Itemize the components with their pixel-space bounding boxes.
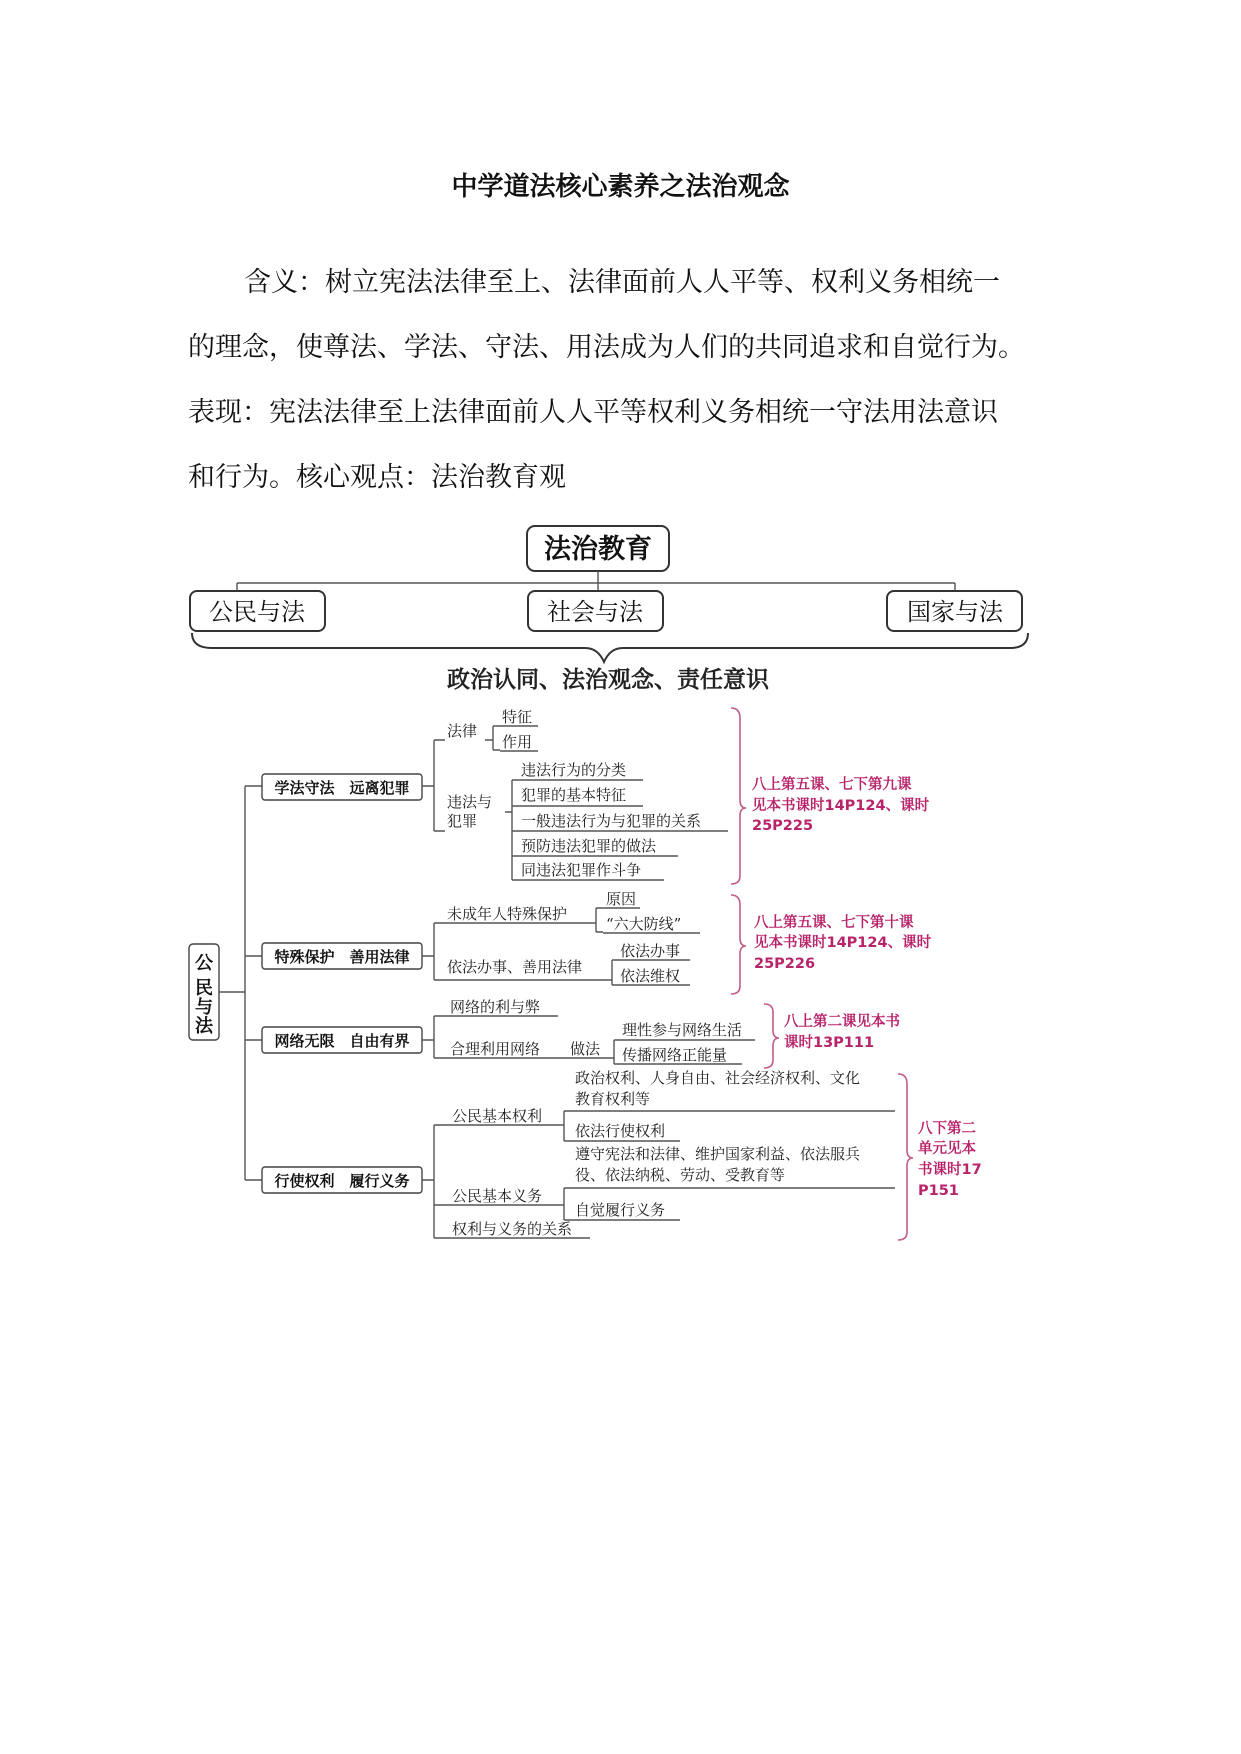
brace-icon xyxy=(192,633,1028,662)
paragraph-line: 和行为。核心观点：法治教育观 xyxy=(188,462,566,493)
topic-label: 学法守法 远离犯罪 xyxy=(274,779,410,797)
topic-label: 特殊保护 善用法律 xyxy=(274,948,410,966)
leaf-item: 遵守宪法和法律、维护国家利益、依法服兵 xyxy=(575,1145,861,1163)
group-label: 合理利用网络 xyxy=(450,1040,541,1058)
reference-text: 书课时17 xyxy=(918,1162,982,1178)
leaf-item: 传播网络正能量 xyxy=(622,1046,728,1064)
brace-icon xyxy=(898,1074,913,1240)
reference-text: 25P225 xyxy=(752,818,814,834)
mindmap-trunk xyxy=(219,786,262,1180)
reference-text: 25P226 xyxy=(754,956,816,972)
topic-connector xyxy=(422,923,445,980)
reference-text: 八上第五课、七下第九课 xyxy=(752,777,912,793)
topic-connector xyxy=(422,1125,445,1238)
leaf-item: 役、依法纳税、劳动、受教育等 xyxy=(575,1166,786,1184)
topic-label: 行使权利 履行义务 xyxy=(274,1172,410,1190)
leaf-item: 依法维权 xyxy=(620,967,681,985)
mindmap-center-label: 与 xyxy=(195,997,213,1018)
leaf-item: 自觉履行义务 xyxy=(575,1201,666,1219)
connector-lines xyxy=(237,571,955,591)
group-label: 未成年人特殊保护 xyxy=(447,905,568,923)
reference-text: 课时13P111 xyxy=(784,1035,875,1051)
paragraph-line: 的理念，使尊法、学法、守法、用法成为人们的共同追求和自觉行为。 xyxy=(188,332,1025,363)
leaf-item: 理性参与网络生活 xyxy=(622,1021,743,1039)
reference-text: 见本书课时14P124、课时 xyxy=(754,935,932,951)
leaf-item: 同违法犯罪作斗争 xyxy=(521,861,642,879)
mindmap-center-label: 法 xyxy=(195,1016,213,1037)
reference-text: 单元见本 xyxy=(918,1141,976,1157)
topic-label: 网络无限 自由有界 xyxy=(274,1032,410,1050)
root-label: 法治教育 xyxy=(544,534,652,565)
group-label: 权利与义务的关系 xyxy=(452,1220,573,1238)
branch-label: 国家与法 xyxy=(907,598,1003,626)
group-label: 法律 xyxy=(447,722,478,740)
brace-icon xyxy=(764,1004,779,1068)
paragraph-line: 含义：树立宪法法律至上、法律面前人人平等、权利义务相统一 xyxy=(244,267,1000,298)
leaf-item: 预防违法犯罪的做法 xyxy=(521,837,657,855)
group-label: 公民基本义务 xyxy=(452,1187,543,1205)
brace-icon xyxy=(731,708,746,884)
leaf-item: 违法行为的分类 xyxy=(521,761,627,779)
reference-text: P151 xyxy=(918,1183,959,1199)
reference-text: 八上第二课见本书 xyxy=(784,1014,900,1030)
concept-diagram xyxy=(190,526,1028,693)
group-connector xyxy=(505,780,519,880)
topic-connector xyxy=(422,1016,445,1058)
group-label: 违法与 xyxy=(447,793,493,811)
mindmap xyxy=(189,708,982,1240)
mindmap-center-label: 民 xyxy=(195,978,213,999)
branch-label: 公民与法 xyxy=(209,598,305,626)
leaf-item: 作用 xyxy=(502,733,533,751)
brace-icon xyxy=(731,895,746,994)
group-label: 网络的利与弊 xyxy=(450,998,541,1016)
leaf-item: 政治权利、人身自由、社会经济权利、文化 xyxy=(575,1069,861,1087)
leaf-item: 依法行使权利 xyxy=(575,1122,666,1140)
reference-text: 见本书课时14P124、课时 xyxy=(752,798,930,814)
branch-label: 社会与法 xyxy=(547,598,643,626)
reference-text: 八下第二 xyxy=(918,1121,976,1137)
group-connector xyxy=(609,1040,620,1064)
topic-connector xyxy=(422,740,445,831)
group-connector xyxy=(485,726,500,750)
leaf-item: 犯罪的基本特征 xyxy=(521,786,627,804)
leaf-item: 依法办事 xyxy=(620,942,681,960)
leaf-item: 特征 xyxy=(502,708,533,726)
paragraph-line: 表现：宪法法律至上法律面前人人平等权利义务相统一守法用法意识 xyxy=(188,397,998,428)
leaf-item: “六大防线” xyxy=(606,915,682,933)
leaf-item: 一般违法行为与犯罪的关系 xyxy=(521,812,702,830)
group-label: 依法办事、善用法律 xyxy=(447,958,583,976)
reference-text: 八上第五课、七下第十课 xyxy=(754,915,914,931)
leaf-item: 原因 xyxy=(606,890,637,908)
summary-label: 政治认同、法治观念、责任意识 xyxy=(447,667,769,693)
group-label: 犯罪 xyxy=(447,812,478,830)
page-title: 中学道法核心素养之法治观念 xyxy=(451,172,790,202)
leaf-item: 教育权利等 xyxy=(575,1090,651,1108)
group-sublabel: 做法 xyxy=(570,1040,601,1058)
mindmap-center-label: 公 xyxy=(195,953,213,974)
group-label: 公民基本权利 xyxy=(452,1107,543,1125)
